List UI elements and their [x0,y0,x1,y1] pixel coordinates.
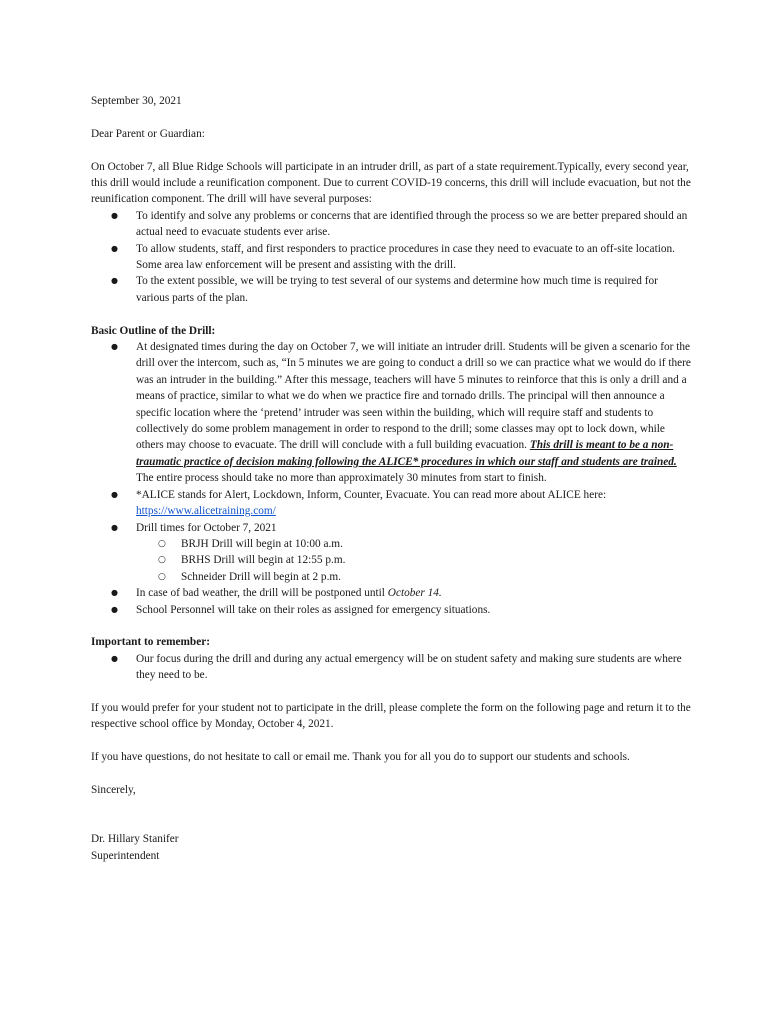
list-item: ● School Personnel will take on their roles as assigned for emergency situations. [91,602,691,618]
drill-times-label: Drill times for October 7, 2021 [136,521,277,534]
list-item: ● To identify and solve any problems or concerns that are identified through the process so we are better prepared should an actual need to evacuate students ever arise. [91,208,691,241]
closing: Sincerely, [91,783,136,796]
outline-heading: Basic Outline of the Drill: [91,324,216,337]
drill-times-list [136,536,691,585]
list-item: ● To the extent possible, we will be trying to test several of our systems and determine how much time is required for various parts of the plan. [91,273,691,306]
list-item [91,339,691,487]
drill-description: At designated times during the day on October 7, we will initiate an intruder drill. Students will be given a scenario for the drill over the intercom, such as, “In 5 minutes we are going to conduct a drill so we can practice what we would do if there was an intruder in the building.” After this message, teachers will have 5 minutes to reinforce that this is only a drill and a means of practice, similar to what we do when we practice fire and tornado drills. The principal will then announce a specific location where the ‘pretend’ intruder was seen within the building, which will require staff and students to collectively do some problem management in order to respond to the drill; some classes may opt to lock down, while others may choose to evacuate. The drill will conclude with a full building evacuation. [136,341,691,452]
important-list [91,651,691,684]
intro-paragraph: On October 7, all Blue Ridge Schools will participate in an intruder drill, as part of a state requirement.Typically, every second year, this drill would include a reunification component. Due to current COVID-19 concerns, this drill will include evacuation, but not the reunification component. The drill will have several purposes: [91,160,691,206]
list-item [91,585,691,601]
letter-body [91,93,691,864]
list-item [91,487,691,520]
signer-name: Dr. Hillary Stanifer [91,833,179,846]
drill-emphasis: This drill is meant to be a non-traumatic practice of decision making following the ALICE* procedures in which our staff and students are trained. [136,439,677,468]
outline-list [91,339,691,618]
weather-text: In case of bad weather, the drill will be postponed until [136,587,388,600]
drill-duration: The entire process should take no more than approximately 30 minutes from start to finish. [136,472,547,485]
alice-description: *ALICE stands for Alert, Lockdown, Inform, Counter, Evacuate. You can read more about ALICE here: [136,488,607,501]
purposes-list [91,208,691,306]
list-item: ○ BRJH Drill will begin at 10:00 a.m. [136,536,691,552]
important-heading: Important to remember: [91,636,210,649]
list-item: ● Our focus during the drill and during any actual emergency will be on student safety and making sure students are where they need to be. [91,651,691,684]
weather-date: October 14. [387,587,442,600]
letter-date: September 30, 2021 [91,95,182,107]
salutation: Dear Parent or Guardian: [91,127,205,140]
list-item: ● To allow students, staff, and first responders to practice procedures in case they need to evacuate to an off-site location. Some area law enforcement will be present and assisting with the drill. [91,241,691,274]
signer-title: Superintendent [91,849,160,862]
questions-paragraph: If you have questions, do not hesitate to call or email me. Thank you for all you do to support our students and schools. [91,751,630,764]
alice-link[interactable]: https://www.alicetraining.com/ [136,505,276,518]
list-item: ○ BRHS Drill will begin at 12:55 p.m. [136,552,691,568]
optout-paragraph: If you would prefer for your student not to participate in the drill, please complete the form on the following page and return it to the respective school office by Monday, October 4, 2021. [91,701,691,731]
list-item [91,520,691,586]
list-item: ○ Schneider Drill will begin at 2 p.m. [136,569,691,585]
